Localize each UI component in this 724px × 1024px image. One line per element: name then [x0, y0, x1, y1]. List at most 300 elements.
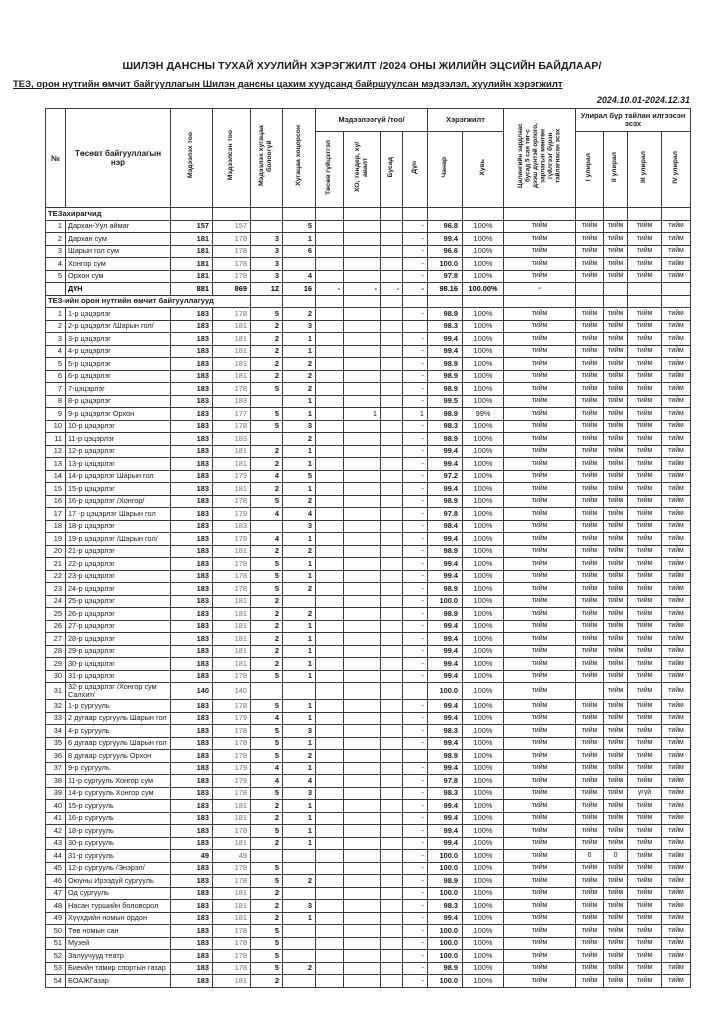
- empty-cell: [604, 208, 628, 221]
- q4-report-sent: тийм: [662, 308, 691, 321]
- missing-total: 1: [403, 408, 428, 421]
- to-report-count: 183: [171, 308, 213, 321]
- q2-report-sent: тийм: [604, 345, 628, 358]
- row-number: 53: [46, 962, 66, 975]
- salary-disclosure: тийм: [504, 962, 576, 975]
- org-name: 15-р цэцэрлэг: [66, 483, 171, 496]
- q2-report-sent: тийм: [604, 433, 628, 446]
- missing-other: [381, 837, 403, 850]
- missing-other: [381, 508, 403, 521]
- quality-score: 97.8: [428, 508, 463, 521]
- implementation-percent: 100%: [463, 570, 504, 583]
- missing-procurement: [344, 608, 381, 621]
- overdue-count: 1: [283, 633, 316, 646]
- q2-report-sent: тийм: [604, 887, 628, 900]
- col-header-q1-label: I улирал: [585, 152, 593, 182]
- missing-other: [381, 520, 403, 533]
- implementation-percent: 100%: [463, 558, 504, 571]
- missing-procurement: [344, 937, 381, 950]
- missing-procurement: [344, 925, 381, 938]
- col-header-to-report-label: Мэдээлэх тоо: [187, 132, 195, 179]
- org-name: 16-р сургууль: [66, 812, 171, 825]
- missing-procurement: [344, 800, 381, 813]
- org-name: Шарын гол сум: [66, 245, 171, 258]
- missing-total: -: [403, 595, 428, 608]
- reported-count: 178: [213, 925, 251, 938]
- empty-cell: [251, 295, 283, 308]
- q4-report-sent: тийм: [662, 220, 691, 233]
- quality-score: 98.16: [428, 283, 463, 296]
- row-number: 25: [46, 608, 66, 621]
- to-report-count: 183: [171, 420, 213, 433]
- implementation-percent: 100%: [463, 245, 504, 258]
- missing-total: -: [403, 433, 428, 446]
- q4-report-sent: тийм: [662, 633, 691, 646]
- missing-other: [381, 725, 403, 738]
- not-due-count: [251, 850, 283, 863]
- missing-procurement: [344, 333, 381, 346]
- not-due-count: 4: [251, 762, 283, 775]
- missing-budget-exec: [316, 937, 344, 950]
- missing-budget-exec: [316, 925, 344, 938]
- not-due-count: 2: [251, 812, 283, 825]
- row-number: 45: [46, 862, 66, 875]
- q3-report-sent: тийм: [628, 495, 662, 508]
- q3-report-sent: тийм: [628, 383, 662, 396]
- q4-report-sent: тийм: [662, 750, 691, 763]
- table-row: [46, 850, 691, 863]
- implementation-percent: 100%: [463, 258, 504, 271]
- implementation-percent: 100%: [463, 233, 504, 246]
- missing-budget-exec: [316, 545, 344, 558]
- table-row: [46, 962, 691, 975]
- empty-cell: [428, 208, 463, 221]
- q3-report-sent: тийм: [628, 862, 662, 875]
- missing-other: [381, 862, 403, 875]
- missing-budget-exec: [316, 670, 344, 683]
- overdue-count: 1: [283, 458, 316, 471]
- salary-disclosure: тийм: [504, 533, 576, 546]
- reported-count: 181: [213, 458, 251, 471]
- q4-report-sent: тийм: [662, 712, 691, 725]
- q3-report-sent: тийм: [628, 533, 662, 546]
- table-row: [46, 320, 691, 333]
- missing-other: [381, 233, 403, 246]
- empty-cell: [504, 208, 576, 221]
- reported-count: 178: [213, 862, 251, 875]
- q4-report-sent: тийм: [662, 762, 691, 775]
- quality-score: 99.4: [428, 345, 463, 358]
- q1-report-sent: тийм: [576, 825, 604, 838]
- q1-report-sent: [576, 283, 604, 296]
- q1-report-sent: тийм: [576, 445, 604, 458]
- implementation-percent: 100%: [463, 345, 504, 358]
- row-number: 27: [46, 633, 66, 646]
- reported-count: 157: [213, 220, 251, 233]
- col-header-not-due-label: Мэдээлэх хугацаа болоогүй: [258, 125, 274, 186]
- overdue-count: [283, 937, 316, 950]
- missing-budget-exec: [316, 725, 344, 738]
- salary-disclosure: тийм: [504, 912, 576, 925]
- q3-report-sent: тийм: [628, 683, 662, 700]
- reported-count: 178: [213, 750, 251, 763]
- q4-report-sent: тийм: [662, 800, 691, 813]
- q4-report-sent: тийм: [662, 345, 691, 358]
- to-report-count: 183: [171, 333, 213, 346]
- q4-report-sent: тийм: [662, 937, 691, 950]
- q4-report-sent: тийм: [662, 320, 691, 333]
- col-header-reported: [213, 109, 251, 208]
- reported-count: 49: [213, 850, 251, 863]
- q2-report-sent: тийм: [604, 862, 628, 875]
- org-name: 15-р сургууль: [66, 800, 171, 813]
- reported-count: 181: [213, 545, 251, 558]
- missing-procurement: [344, 308, 381, 321]
- missing-procurement: [344, 633, 381, 646]
- not-due-count: 5: [251, 962, 283, 975]
- q3-report-sent: тийм: [628, 670, 662, 683]
- missing-total: -: [403, 900, 428, 913]
- salary-disclosure: тийм: [504, 383, 576, 396]
- overdue-count: 2: [283, 383, 316, 396]
- missing-budget-exec: [316, 395, 344, 408]
- to-report-count: 183: [171, 545, 213, 558]
- quality-score: 99.4: [428, 633, 463, 646]
- overdue-count: 2: [283, 308, 316, 321]
- implementation-percent: 100%: [463, 458, 504, 471]
- q4-report-sent: тийм: [662, 570, 691, 583]
- overdue-count: 1: [283, 408, 316, 421]
- not-due-count: 5: [251, 750, 283, 763]
- salary-disclosure: тийм: [504, 925, 576, 938]
- row-number: 1: [46, 220, 66, 233]
- not-due-count: 2: [251, 345, 283, 358]
- q1-report-sent: тийм: [576, 837, 604, 850]
- q3-report-sent: тийм: [628, 345, 662, 358]
- q4-report-sent: тийм: [662, 358, 691, 371]
- quality-score: 97.8: [428, 775, 463, 788]
- not-due-count: 2: [251, 370, 283, 383]
- q3-report-sent: тийм: [628, 812, 662, 825]
- table-row: [46, 458, 691, 471]
- to-report-count: 183: [171, 633, 213, 646]
- row-number: 37: [46, 762, 66, 775]
- quality-score: 98.9: [428, 608, 463, 621]
- missing-budget-exec: [316, 787, 344, 800]
- row-number: 1: [46, 308, 66, 321]
- table-row: [46, 370, 691, 383]
- col-header-other-label: Бусад: [387, 156, 395, 178]
- missing-total: -: [403, 283, 428, 296]
- missing-procurement: [344, 850, 381, 863]
- missing-budget-exec: [316, 762, 344, 775]
- missing-other: [381, 395, 403, 408]
- missing-procurement: [344, 483, 381, 496]
- to-report-count: 183: [171, 975, 213, 988]
- salary-disclosure: тийм: [504, 345, 576, 358]
- empty-cell: [171, 208, 213, 221]
- implementation-percent: 100%: [463, 470, 504, 483]
- org-name: 32-р цэцэрлэг /Хонгор сум Салхит/: [66, 683, 171, 700]
- q2-report-sent: тийм: [604, 258, 628, 271]
- to-report-count: 183: [171, 608, 213, 621]
- quality-score: 100.0: [428, 258, 463, 271]
- missing-other: [381, 825, 403, 838]
- q3-report-sent: тийм: [628, 775, 662, 788]
- missing-procurement: [344, 320, 381, 333]
- reported-count: 181: [213, 900, 251, 913]
- implementation-percent: 100%: [463, 370, 504, 383]
- q1-report-sent: тийм: [576, 775, 604, 788]
- missing-procurement: [344, 950, 381, 963]
- missing-procurement: [344, 700, 381, 713]
- missing-procurement: [344, 900, 381, 913]
- q1-report-sent: тийм: [576, 420, 604, 433]
- q2-report-sent: тийм: [604, 445, 628, 458]
- overdue-count: 1: [283, 737, 316, 750]
- q1-report-sent: тийм: [576, 308, 604, 321]
- overdue-count: 2: [283, 433, 316, 446]
- reported-count: 178: [213, 787, 251, 800]
- not-due-count: 5: [251, 583, 283, 596]
- row-number: 4: [46, 345, 66, 358]
- org-name: Насан туршийн боловсрол: [66, 900, 171, 913]
- total-row: [46, 283, 691, 296]
- to-report-count: 183: [171, 558, 213, 571]
- quality-score: 99.4: [428, 533, 463, 546]
- q1-report-sent: тийм: [576, 875, 604, 888]
- org-name: Залуучууд театр: [66, 950, 171, 963]
- q4-report-sent: тийм: [662, 433, 691, 446]
- org-name: 14-р цэцэрлэг Шарын гол: [66, 470, 171, 483]
- to-report-count: 183: [171, 900, 213, 913]
- row-number: 26: [46, 620, 66, 633]
- implementation-percent: 100%: [463, 633, 504, 646]
- q3-report-sent: тийм: [628, 308, 662, 321]
- missing-other: [381, 975, 403, 988]
- implementation-percent: 100%: [463, 545, 504, 558]
- missing-total: -: [403, 445, 428, 458]
- to-report-count: 49: [171, 850, 213, 863]
- table-row: [46, 775, 691, 788]
- table-row: [46, 470, 691, 483]
- overdue-count: 1: [283, 658, 316, 671]
- row-number: 39: [46, 787, 66, 800]
- implementation-percent: 100%: [463, 812, 504, 825]
- quality-score: 99.4: [428, 700, 463, 713]
- reported-count: 181: [213, 595, 251, 608]
- not-due-count: [251, 520, 283, 533]
- implementation-percent: 100%: [463, 875, 504, 888]
- row-number: 4: [46, 258, 66, 271]
- reported-count: 181: [213, 370, 251, 383]
- q3-report-sent: тийм: [628, 220, 662, 233]
- quality-score: 99.4: [428, 458, 463, 471]
- missing-procurement: [344, 825, 381, 838]
- not-due-count: 2: [251, 320, 283, 333]
- quality-score: 98.9: [428, 495, 463, 508]
- implementation-percent: 100%: [463, 645, 504, 658]
- org-name: 19-р цэцэрлэг /Шарын гол/: [66, 533, 171, 546]
- org-name: 4-р цэцэрлэг: [66, 345, 171, 358]
- q2-report-sent: тийм: [604, 220, 628, 233]
- quality-score: 99.4: [428, 762, 463, 775]
- reported-count: 178: [213, 700, 251, 713]
- q3-report-sent: тийм: [628, 658, 662, 671]
- q2-report-sent: тийм: [604, 812, 628, 825]
- missing-budget-exec: [316, 420, 344, 433]
- implementation-percent: 100%: [463, 520, 504, 533]
- to-report-count: 183: [171, 533, 213, 546]
- to-report-count: 157: [171, 220, 213, 233]
- salary-disclosure: тийм: [504, 595, 576, 608]
- overdue-count: 1: [283, 837, 316, 850]
- org-name: Төв номын сан: [66, 925, 171, 938]
- overdue-count: 2: [283, 608, 316, 621]
- q1-report-sent: тийм: [576, 258, 604, 271]
- q1-report-sent: тийм: [576, 358, 604, 371]
- salary-disclosure: тийм: [504, 670, 576, 683]
- quality-score: 98.9: [428, 875, 463, 888]
- implementation-percent: 100%: [463, 483, 504, 496]
- overdue-count: 1: [283, 762, 316, 775]
- q2-report-sent: тийм: [604, 875, 628, 888]
- implementation-percent: 100%: [463, 595, 504, 608]
- col-header-q2-label: II улирал: [611, 151, 619, 183]
- row-number: 24: [46, 595, 66, 608]
- missing-other: [381, 912, 403, 925]
- implementation-percent: 100%: [463, 320, 504, 333]
- q1-report-sent: тийм: [576, 787, 604, 800]
- missing-budget-exec: [316, 470, 344, 483]
- missing-total: -: [403, 508, 428, 521]
- q2-report-sent: тийм: [604, 383, 628, 396]
- to-report-count: 183: [171, 483, 213, 496]
- col-header-q4-label: IV улирал: [671, 150, 679, 184]
- to-report-count: 183: [171, 912, 213, 925]
- not-due-count: 5: [251, 408, 283, 421]
- org-name: 2-р цэцэрлэг /Шарын гол/: [66, 320, 171, 333]
- overdue-count: 1: [283, 558, 316, 571]
- missing-total: -: [403, 258, 428, 271]
- salary-disclosure: тийм: [504, 683, 576, 700]
- q4-report-sent: тийм: [662, 408, 691, 421]
- implementation-percent: 100%: [463, 445, 504, 458]
- empty-cell: [628, 295, 662, 308]
- salary-disclosure: тийм: [504, 458, 576, 471]
- to-report-count: 183: [171, 712, 213, 725]
- missing-budget-exec: [316, 345, 344, 358]
- missing-budget-exec: [316, 445, 344, 458]
- missing-total: -: [403, 308, 428, 321]
- org-name: 31-р цэцэрлэг: [66, 670, 171, 683]
- missing-other: [381, 620, 403, 633]
- overdue-count: 2: [283, 962, 316, 975]
- missing-budget-exec: [316, 520, 344, 533]
- quality-score: 98.9: [428, 750, 463, 763]
- to-report-count: 140: [171, 683, 213, 700]
- q2-report-sent: тийм: [604, 358, 628, 371]
- quality-score: 98.9: [428, 408, 463, 421]
- missing-other: [381, 558, 403, 571]
- to-report-count: 183: [171, 620, 213, 633]
- implementation-percent: 100%: [463, 925, 504, 938]
- missing-other: [381, 358, 403, 371]
- missing-budget-exec: [316, 825, 344, 838]
- q4-report-sent: тийм: [662, 458, 691, 471]
- not-due-count: 2: [251, 900, 283, 913]
- q2-report-sent: тийм: [604, 725, 628, 738]
- overdue-count: 1: [283, 620, 316, 633]
- reported-count: 179: [213, 470, 251, 483]
- q4-report-sent: тийм: [662, 787, 691, 800]
- not-due-count: 3: [251, 270, 283, 283]
- row-number: 11: [46, 433, 66, 446]
- q2-report-sent: тийм: [604, 470, 628, 483]
- salary-disclosure: тийм: [504, 608, 576, 621]
- table-row: [46, 533, 691, 546]
- missing-other: [381, 875, 403, 888]
- q3-report-sent: тийм: [628, 762, 662, 775]
- quality-score: 99.5: [428, 395, 463, 408]
- salary-disclosure: тийм: [504, 787, 576, 800]
- quality-score: 98.9: [428, 370, 463, 383]
- table-row: [46, 245, 691, 258]
- to-report-count: 183: [171, 658, 213, 671]
- not-due-count: 5: [251, 937, 283, 950]
- not-due-count: 3: [251, 245, 283, 258]
- reported-count: 181: [213, 645, 251, 658]
- missing-procurement: [344, 520, 381, 533]
- q1-report-sent: тийм: [576, 558, 604, 571]
- org-name: 14-р сургууль Хонгор сум: [66, 787, 171, 800]
- q1-report-sent: тийм: [576, 520, 604, 533]
- missing-other: [381, 750, 403, 763]
- row-number: 23: [46, 583, 66, 596]
- missing-budget-exec: [316, 812, 344, 825]
- salary-disclosure: тийм: [504, 483, 576, 496]
- overdue-count: 1: [283, 825, 316, 838]
- missing-procurement: [344, 750, 381, 763]
- q3-report-sent: тийм: [628, 975, 662, 988]
- org-name: ДҮН: [66, 283, 171, 296]
- quality-score: 97.2: [428, 470, 463, 483]
- missing-total: -: [403, 233, 428, 246]
- table-row: [46, 645, 691, 658]
- table-row: [46, 950, 691, 963]
- q2-report-sent: тийм: [604, 750, 628, 763]
- table-row: [46, 937, 691, 950]
- table-row: [46, 608, 691, 621]
- missing-procurement: -: [344, 283, 381, 296]
- missing-budget-exec: [316, 700, 344, 713]
- table-row: [46, 545, 691, 558]
- implementation-percent: 100%: [463, 533, 504, 546]
- missing-total: -: [403, 850, 428, 863]
- row-number: 22: [46, 570, 66, 583]
- org-name: 4-р сургууль: [66, 725, 171, 738]
- missing-other: [381, 950, 403, 963]
- not-due-count: 2: [251, 333, 283, 346]
- table-row: [46, 308, 691, 321]
- q3-report-sent: тийм: [628, 558, 662, 571]
- q4-report-sent: тийм: [662, 420, 691, 433]
- missing-other: [381, 962, 403, 975]
- overdue-count: 1: [283, 345, 316, 358]
- q2-report-sent: тийм: [604, 658, 628, 671]
- not-due-count: 2: [251, 645, 283, 658]
- row-number: 30: [46, 670, 66, 683]
